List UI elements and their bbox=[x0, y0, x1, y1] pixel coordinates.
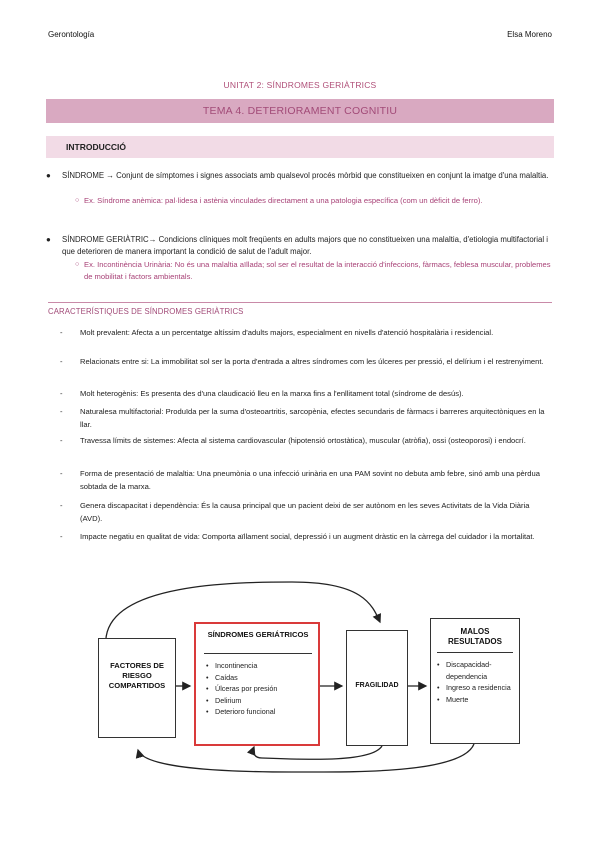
sub-bullet-text: Ex. Incontinència Urinària: No és una malaltia aïllada; sol ser el resultat de la interacció d'infeccions, fàrmacs, feblesa muscular, problemes de mobilitat i factors ambientals. bbox=[84, 260, 551, 281]
fragilidad-label: FRAGILIDAD bbox=[355, 682, 399, 689]
list-item: • Ingreso a residencia bbox=[437, 682, 519, 694]
malos-title: MALOS RESULTADOS bbox=[448, 627, 502, 646]
factores-box bbox=[98, 638, 176, 738]
malos-title-underline bbox=[437, 652, 513, 653]
geriatric-syndromes-diagram bbox=[72, 574, 528, 774]
characteristic-item: - Forma de presentació de malaltia: Una pneumònia o una infecció urinària en una PAM sovint no debuta amb febre, sinó amb una pèrdua sobtada de la marxa. bbox=[60, 469, 540, 491]
bullet-syndrome bbox=[46, 170, 552, 182]
bullet-dot: ● bbox=[46, 171, 51, 180]
list-item: • Muerte bbox=[437, 694, 519, 706]
list-item: • Caídas bbox=[206, 672, 318, 684]
list-item: • Úlceras por presión bbox=[206, 683, 318, 695]
sindromes-title-underline bbox=[204, 653, 312, 654]
list-item: • Incontinencia bbox=[206, 660, 318, 672]
section-heading: CARACTERÍSTIQUES DE SÍNDROMES GERIÀTRICS bbox=[48, 307, 244, 316]
intro-heading: INTRODUCCIÓ bbox=[46, 136, 554, 158]
unit-title: UNITAT 2: SÍNDROMES GERIÀTRICS bbox=[223, 80, 377, 90]
topic-title: TEMA 4. DETERIORAMENT COGNITIU bbox=[46, 99, 554, 123]
header-course: Gerontología bbox=[48, 30, 95, 39]
characteristic-item: - Travessa límits de sistemes: Afecta al sistema cardiovascular (hipotensió ortostàtica), muscular (atròfia), ossi (osteoporosi) i endocrí. bbox=[60, 436, 526, 445]
sub-bullet-example-incontinence bbox=[75, 259, 552, 283]
malos-box bbox=[430, 618, 520, 744]
characteristic-item: - Molt heterogènis: Es presenta des d'una claudicació lleu en la marxa fins a l'enllitament total (síndrome de desús). bbox=[60, 389, 464, 398]
list-item: • Deterioro funcional bbox=[206, 706, 318, 718]
sub-bullet-example-anemic bbox=[75, 195, 552, 207]
header-author: Elsa Moreno bbox=[507, 30, 552, 39]
malos-list bbox=[437, 659, 519, 705]
list-item: • Discapacidad-dependencia bbox=[437, 659, 519, 682]
sub-bullet-text: Ex. Síndrome anèmica: pal·lidesa i astènia vinculades directament a una patologia específica (com un dèficit de ferro). bbox=[84, 196, 483, 205]
fragilidad-box bbox=[346, 630, 408, 746]
sindromes-box bbox=[194, 622, 320, 746]
bullet-dot: ● bbox=[46, 235, 51, 244]
factores-label: FACTORES DE RIESGO COMPARTIDOS bbox=[108, 661, 166, 690]
bullet-text: SÍNDROME → Conjunt de símptomes i signes associats amb qualsevol procés mòrbid que constitueixen en conjunt la imatge d'una malaltia. bbox=[62, 171, 549, 180]
sub-bullet-ring: ○ bbox=[75, 197, 80, 204]
sub-bullet-ring: ○ bbox=[75, 261, 80, 268]
characteristic-item: - Naturalesa multifactorial: Produïda per la suma d'osteoartritis, sarcopènia, efectes secundaris de fàrmacs i barreres arquitectòniques en la llar. bbox=[60, 407, 545, 429]
sindromes-title: SÍNDROMES GERIÁTRICOS bbox=[207, 630, 309, 639]
list-item: • Delirium bbox=[206, 695, 318, 707]
characteristic-item: - Genera discapacitat i dependència: És la causa principal que un pacient deixi de ser autònom en les seves Activitats de la Vida Diària (AVD). bbox=[60, 501, 530, 523]
characteristic-item: - Impacte negatiu en qualitat de vida: Comporta aïllament social, depressió i un augment dràstic en la càrrega del cuidador i la mortalitat. bbox=[60, 532, 535, 541]
sindromes-list bbox=[206, 660, 318, 718]
characteristic-item: - Molt prevalent: Afecta a un percentatge altíssim d'adults majors, especialment en nivells d'atenció hospitalària i residencial. bbox=[60, 328, 494, 337]
bullet-geriatric-syndrome bbox=[46, 234, 552, 258]
section-divider bbox=[48, 302, 552, 303]
arrow-inner-arc bbox=[253, 746, 382, 759]
characteristic-item: - Relacionats entre si: La immobilitat sol ser la porta d'entrada a altres síndromes com les úlceres per pressió, el delírium i el restrenyiment. bbox=[60, 357, 544, 366]
arrow-bottom-arc bbox=[138, 744, 474, 772]
bullet-text: SÍNDROME GERIÀTRIC→ Condicions clíniques molt freqüents en adults majors que no constitueixen una malaltia, d'etiologia multifactorial i que deterioren de manera important la condició de salut de l'adult major. bbox=[62, 235, 548, 256]
